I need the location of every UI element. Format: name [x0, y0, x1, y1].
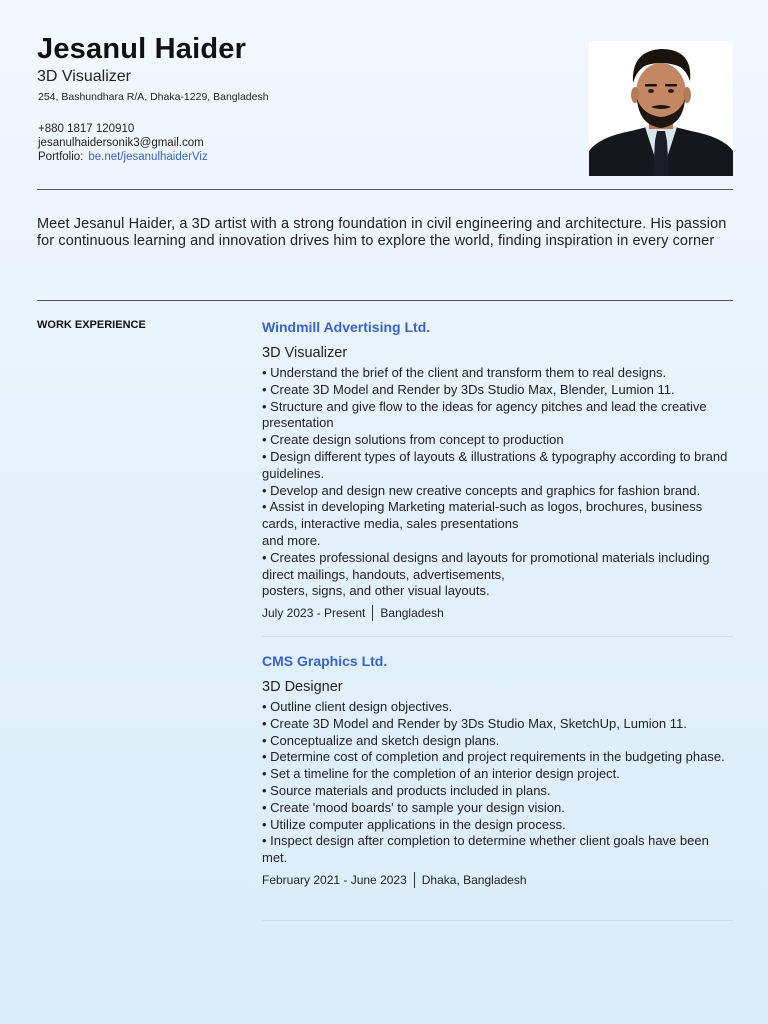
responsibility-item: • Outline client design objectives. — [262, 699, 453, 714]
responsibility-item: • Create 3D Model and Render by 3Ds Studio Max, Blender, Lumion 11. — [262, 381, 675, 397]
responsibility-item: • Understand the brief of the client and transform them to real designs. — [262, 365, 667, 380]
responsibility-item: • Design different types of layouts & illustrations & typography according to brand guidelines. — [262, 448, 728, 481]
responsibility-item: • Set a timeline for the completion of an interior design project. — [262, 766, 620, 782]
job-location: Dhaka, Bangladesh — [421, 872, 527, 887]
portfolio-label: Portfolio: — [38, 151, 84, 163]
portfolio-line — [38, 151, 208, 163]
job-entry — [262, 652, 736, 889]
responsibility-item: and more. — [262, 532, 321, 548]
profile-summary: Meet Jesanul Haider, a 3D artist with a strong foundation in civil engineering and architecture. His passion for continuous learning and innovation drives him to explore the world, finding inspiration in every corner — [37, 216, 727, 249]
job-responsibilities — [262, 699, 736, 867]
job-meta — [262, 871, 736, 889]
header-divider — [37, 189, 733, 190]
job-dates: February 2021 - June 2023 — [262, 872, 407, 887]
phone-number: +880 1817 120910 — [38, 123, 135, 135]
responsibility-item: • Create design solutions from concept to production — [262, 432, 564, 448]
summary-divider — [37, 300, 733, 301]
job-dates: July 2023 - Present — [262, 606, 366, 621]
portfolio-link[interactable]: be.net/jesanulhaiderViz — [88, 151, 208, 163]
responsibility-item: • Determine cost of completion and project requirements in the budgeting phase. — [262, 749, 725, 765]
job-location: Bangladesh — [380, 606, 444, 621]
job-title: 3D Visualizer — [262, 345, 348, 361]
job-title: 3D Designer — [262, 679, 343, 695]
meta-separator — [372, 605, 373, 621]
responsibility-item: • Create 3D Model and Render by 3Ds Studio Max, SketchUp, Lumion 11. — [262, 715, 687, 731]
work-experience-heading: WORK EXPERIENCE — [37, 319, 146, 331]
responsibility-item: • Source materials and products included in plans. — [262, 782, 551, 798]
meta-separator — [414, 872, 415, 888]
job-entry — [262, 318, 736, 622]
email-address: jesanulhaidersonik3@gmail.com — [38, 137, 204, 149]
job-responsibilities — [262, 365, 736, 600]
responsibility-item: • Assist in developing Marketing material-such as logos, brochures, business cards, interactive media, sales presentations — [262, 499, 703, 532]
job-meta — [262, 604, 736, 622]
responsibility-item: • Inspect design after completion to determine whether client goals have been met. — [262, 833, 709, 866]
responsibility-item: • Develop and design new creative concepts and graphics for fashion brand. — [262, 482, 701, 498]
company-name: Windmill Advertising Ltd. — [262, 319, 431, 335]
job-divider — [262, 636, 733, 637]
candidate-role: 3D Visualizer — [37, 68, 131, 85]
responsibility-item: posters, signs, and other visual layouts. — [262, 583, 490, 599]
responsibility-item: • Utilize computer applications in the design process. — [262, 816, 566, 832]
address: 254, Bashundhara R/A, Dhaka-1229, Bangladesh — [38, 91, 269, 103]
responsibility-item: • Structure and give flow to the ideas for agency pitches and lead the creative presentation — [262, 398, 707, 431]
responsibility-item: • Conceptualize and sketch design plans. — [262, 732, 500, 748]
job-divider — [262, 920, 733, 921]
candidate-name: Jesanul Haider — [37, 33, 247, 65]
responsibility-item: • Create 'mood boards' to sample your design vision. — [262, 799, 565, 815]
company-name: CMS Graphics Ltd. — [262, 653, 388, 669]
responsibility-item: • Creates professional designs and layouts for promotional materials including direct mailings, handouts, advertisements, — [262, 549, 710, 582]
profile-photo — [589, 41, 733, 176]
profile-photo-illustration — [589, 41, 733, 176]
